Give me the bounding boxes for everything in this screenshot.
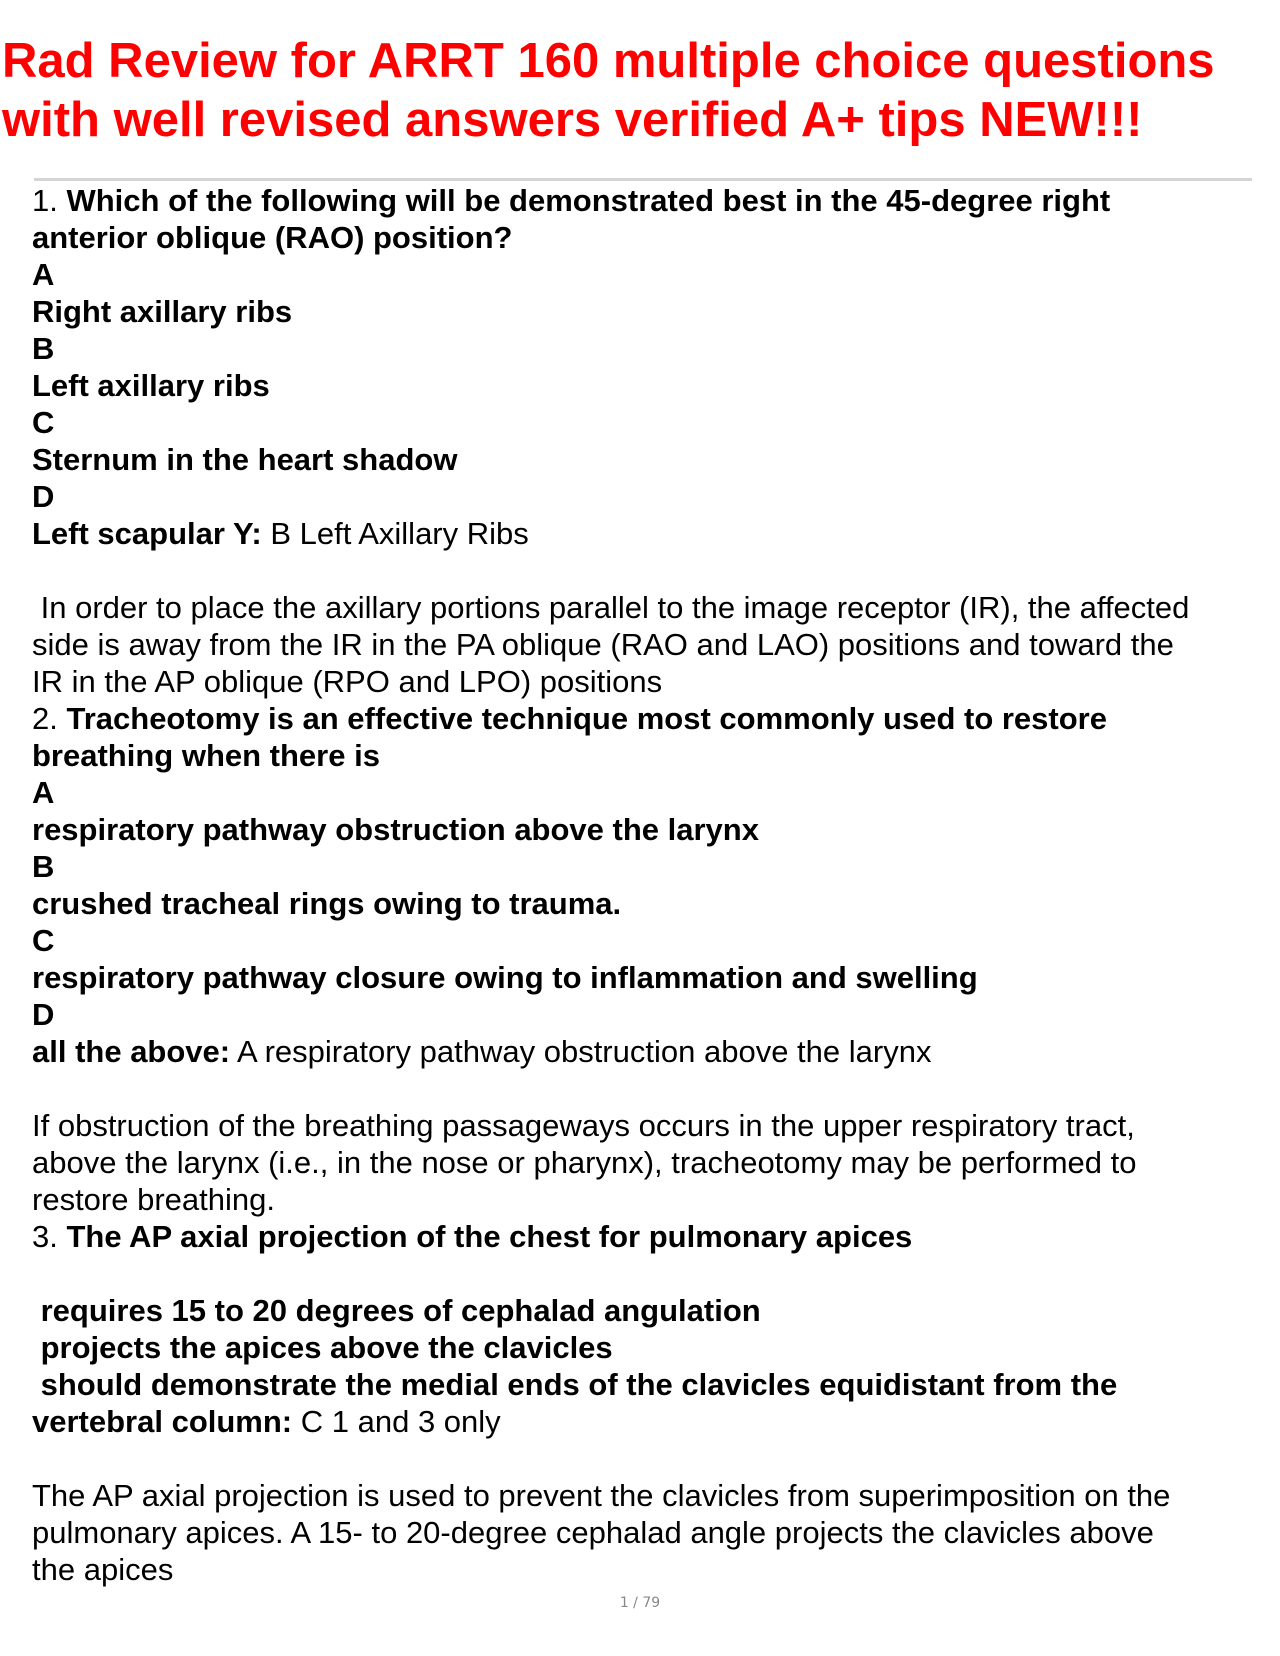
statement-item: requires 15 to 20 degrees of cephalad angulation (32, 1293, 761, 1328)
option-letter: A (32, 257, 55, 292)
option-text: crushed tracheal rings owing to trauma. (32, 886, 622, 921)
question-number: 3. (32, 1219, 58, 1254)
explanation-text: side is away from the IR in the PA oblique (RAO and LAO) positions and toward the (32, 627, 1174, 662)
title-line-1: Rad Review for ARRT 160 multiple choice questions (2, 34, 1215, 88)
title-line-2: with well revised answers verified A+ tips NEW!!! (2, 93, 1143, 147)
option-letter: B (32, 331, 55, 366)
statement-item: projects the apices above the clavicles (32, 1330, 613, 1365)
option-text: Left scapular Y: (32, 516, 262, 551)
option-letter: C (32, 923, 55, 958)
explanation-text: In order to place the axillary portions parallel to the image receptor (IR), the affected (32, 590, 1190, 625)
option-text: Right axillary ribs (32, 294, 293, 329)
statement-item: should demonstrate the medial ends of the clavicles equidistant from the (32, 1367, 1118, 1402)
question-number: 1. (32, 183, 58, 218)
answer-text: C 1 and 3 only (300, 1404, 501, 1439)
question-stem: breathing when there is (32, 738, 380, 773)
option-text: Sternum in the heart shadow (32, 442, 458, 477)
question-3 (32, 1218, 1262, 1588)
option-text: Left axillary ribs (32, 368, 270, 403)
option-letter: D (32, 997, 55, 1032)
title-divider (34, 178, 1252, 181)
statement-item: vertebral column: (32, 1404, 293, 1439)
page-number: 1 / 79 (619, 1595, 661, 1611)
option-text: respiratory pathway obstruction above the larynx (32, 812, 759, 847)
option-letter: D (32, 479, 55, 514)
explanation-text: the apices (32, 1552, 174, 1587)
question-1 (32, 182, 1262, 700)
answer-text: A respiratory pathway obstruction above the larynx (237, 1034, 932, 1069)
document-body (32, 182, 1262, 1588)
option-letter: C (32, 405, 55, 440)
option-letter: A (32, 775, 55, 810)
explanation-text: The AP axial projection is used to prevent the clavicles from superimposition on the (32, 1478, 1171, 1513)
document-title (2, 32, 1272, 150)
question-number: 2. (32, 701, 58, 736)
question-stem: anterior oblique (RAO) position? (32, 220, 513, 255)
option-text: respiratory pathway closure owing to inflammation and swelling (32, 960, 978, 995)
explanation-text: above the larynx (i.e., in the nose or pharynx), tracheotomy may be performed to (32, 1145, 1137, 1180)
option-text: all the above: (32, 1034, 231, 1069)
question-stem: The AP axial projection of the chest for pulmonary apices (66, 1219, 913, 1254)
explanation-text: IR in the AP oblique (RPO and LPO) positions (32, 664, 663, 699)
question-2 (32, 700, 1262, 1218)
explanation-text: If obstruction of the breathing passageways occurs in the upper respiratory tract, (32, 1108, 1135, 1143)
question-stem: Which of the following will be demonstrated best in the 45-degree right (66, 183, 1111, 218)
question-stem: Tracheotomy is an effective technique most commonly used to restore (66, 701, 1107, 736)
option-letter: B (32, 849, 55, 884)
answer-text: B Left Axillary Ribs (270, 516, 529, 551)
explanation-text: restore breathing. (32, 1182, 275, 1217)
explanation-text: pulmonary apices. A 15- to 20-degree cephalad angle projects the clavicles above (32, 1515, 1154, 1550)
